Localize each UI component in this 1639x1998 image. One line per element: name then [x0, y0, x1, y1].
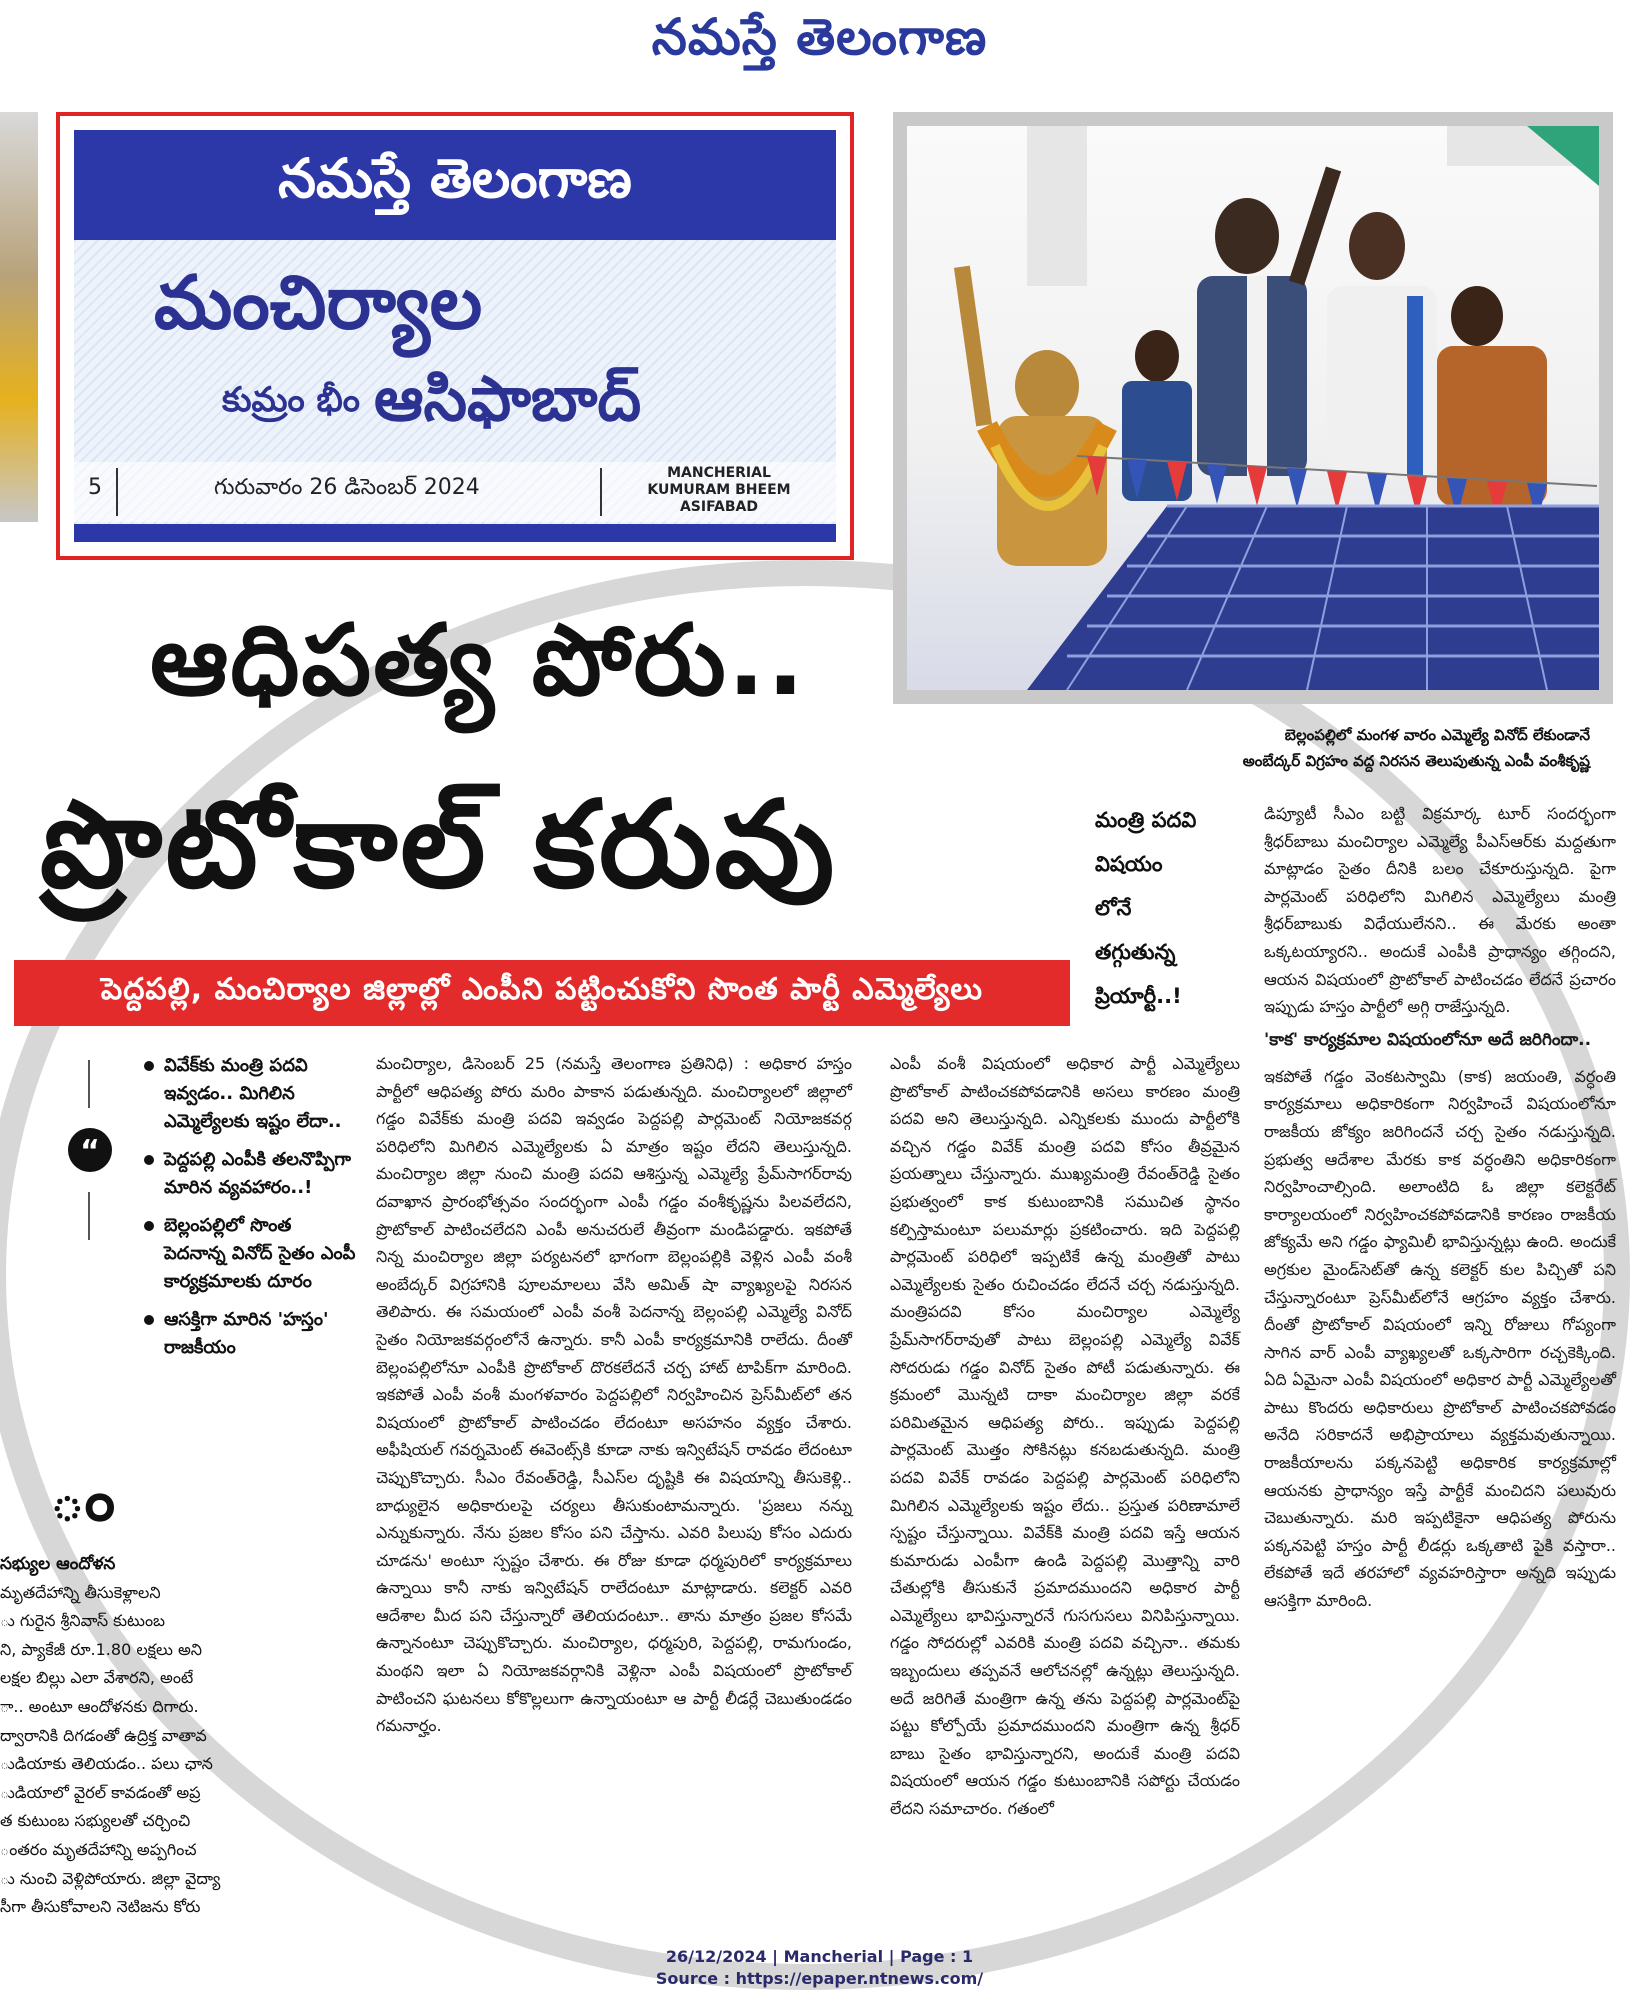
divider: [600, 468, 602, 516]
edition-bottom-bar: [74, 524, 836, 542]
edition-place-line: MANCHERIAL: [667, 465, 771, 481]
photo-caption-line: బెల్లంపల్లిలో మంగళ వారం ఎమ్మెల్యే వినోద్ లేకుండానే: [1284, 726, 1590, 744]
article-subhead: 'కాక' కార్యక్రమాల విషయంలోనూ అదే జరిగిందా..: [1264, 1029, 1592, 1050]
edition-places: [614, 465, 824, 516]
page-number: 5: [88, 475, 102, 500]
photo-caption: [1100, 722, 1590, 774]
left-article-fragment: [0, 1465, 232, 1922]
left-fragment-line: మృతదేహాన్ని తీసుకెళ్లాలని: [0, 1582, 161, 1602]
left-fragment-line: ు గురైన శ్రీనివాస్ కుటుంబ: [0, 1611, 166, 1631]
photo-caption-line: అంబేద్కర్ విగ్రహం వద్ద నిరసన తెలుపుతున్న ఎంపీ వంశీకృష్ణ: [1242, 752, 1590, 770]
edition-brand: నమస్తే తెలంగాణ: [74, 130, 836, 240]
article-paragraph: ఇకపోతే గడ్డం వెంకటస్వామి (కాక) జయంతి, వర్ధంతి కార్యక్రమాలు అధికారికంగా నిర్వహించే విషయంలోనూ రాజకీయ జోక్యం జరిగిందనే చర్చ సైతం నడుస్తున్నది. ప్రభుత్వ ఆదేశాల మేరకు కాక వర్ధంతిని అధికారికంగా నిర్వహించాల్సింది. అలాంటిది ఓ జిల్లా కలెక్టరేట్ కార్యాలయంలో నిర్వహించకపోవడానికి కారణం రాజకీయ జోక్యమే అని గడ్డం ఫ్యామిలీ భావిస్తున్నట్లు ఉంది. అందుకే అగ్రకుల మైండ్‌సెట్‌తో ఉన్న కలెక్టర్ కుల పిచ్చితో పని చేస్తున్నారంటూ ప్రెస్‌మీట్‌లోనే ఆగ్రహం వ్యక్తం చేశారు. దీంతో ప్రొటోకాల్ విషయంలో ఇన్ని రోజులు గోప్యంగా సాగిన వార్ ఎంపీ వ్యాఖ్యలతో ఒక్కసారిగా రచ్చకెక్కింది. ఏది ఏమైనా ఎంపీ విషయంలో అధికార పార్టీ ఎమ్మెల్యేలతో పాటు కొందరు అధికారులు ప్రొటోకాల్ పాటించకపోవడం అనేది సరికాదనే అభిప్రాయాలు వ్యక్తమవుతున్నాయి. రాజకీయాలను పక్కనపెట్టి అధికారిక కార్యక్రమాల్లో ఆయనకు ప్రాధాన్యం ఇస్తే పార్టీకే మంచిదని పలువురు చెబుతున్నారు. మరి ఇప్పటికైనా ఆధిపత్య పోరును పక్కనపెట్టి హస్తం పార్టీ లీడర్లు ఒక్కతాటి పైకి వస్తారా.. లేకపోతే ఇదే తరహాలో వ్యవహరిస్తారా అన్నది ఇప్పుడు ఆసక్తిగా మారింది.: [1264, 1066, 1616, 1611]
side-quote-line: మంత్రి పదవి: [1095, 808, 1197, 832]
headline-primary: ఆధిపత్య పోరు..: [150, 604, 807, 718]
divider: [88, 1060, 90, 1108]
article-paragraph: డిప్యూటీ సీఎం బట్టి విక్రమార్క టూర్ సందర్భంగా శ్రీధర్‌బాబు మంచిర్యాల ఎమ్మెల్యే పీఎస్‌ఆర్‌కు మద్దతుగా మాట్లాడం సైతం దీనికి బలం చేకూరుస్తున్నది. పైగా పార్లమెంట్ పరిధిలోని మిగిలిన ఎమ్మెల్యేలు మంత్రి శ్రీధర్‌బాబుకు విధేయులేనని.. ఈ మేరకు అంతా ఒక్కటయ్యారని.. అందుకే ఎంపీకి ప్రాధాన్యం తగ్గిందని, ఆయన విషయంలో ప్రొటోకాల్ పాటించడం లేదనే ప్రచారం ఇప్పుడు హస్తం పార్టీలో అగ్గి రాజేస్తున్నది.: [1264, 804, 1616, 1017]
left-fragment-line: ంతరం మృతదేహాన్ని అప్పగించ: [0, 1839, 197, 1859]
edition-subtitle-big: ఆసిఫాబాద్: [374, 362, 642, 435]
left-fragment-headline: ం: [50, 1465, 116, 1535]
side-quote: [1095, 798, 1215, 1018]
article-column-2: [890, 1050, 1240, 1823]
edition-header-box: [56, 112, 854, 560]
bullet-item: ఆసక్తిగా మారిన 'హస్తం' రాజకీయం: [138, 1306, 358, 1362]
bullet-list: [138, 1052, 358, 1372]
bullet-item: వివేక్‌కు మంత్రి పదవి ఇవ్వడం.. మిగిలిన ఎమ్మెల్యేలకు ఇష్టం లేదా..: [138, 1052, 358, 1136]
headline-secondary: ప్రొటోకాల్ కరువు: [40, 776, 838, 915]
footer-source-link[interactable]: Source : https://epaper.ntnews.com/: [655, 1969, 984, 1988]
article-column-3: [1264, 800, 1616, 1615]
bullet-item: బెల్లంపల్లిలో సొంత పెదనాన్న వినోద్ సైతం ఎంపీ కార్యక్రమాలకు దూరం: [138, 1212, 358, 1296]
article-column-1: [376, 1050, 852, 1740]
left-fragment-line: ుడియాలో వైరల్ కావడంతో అప్ర: [0, 1782, 201, 1802]
side-quote-line: లోనే: [1095, 896, 1132, 920]
edition-place-line: ASIFABAD: [679, 499, 759, 515]
left-fragment-line: సీగా తీసుకోవాలని నెటిజను కోరు: [0, 1897, 201, 1917]
protest-photo-illustration: [907, 126, 1599, 690]
page-footer: [0, 1946, 1639, 1990]
side-quote-line: విషయం: [1095, 852, 1163, 876]
left-photo-fragment: [0, 112, 38, 522]
divider: [116, 468, 118, 516]
left-fragment-line: ు నుంచి వెళ్లిపోయారు. జిల్లా వైద్యా: [0, 1868, 221, 1888]
left-fragment-line: ా.. అంటూ ఆందోళనకు దిగారు.: [0, 1696, 199, 1716]
masthead: నమస్తే తెలంగాణ: [651, 8, 988, 66]
edition-subtitle-small: కుమ్రం భీం: [222, 380, 361, 420]
edition-city: మంచిర్యాల: [154, 260, 483, 346]
footer-edition-info: 26/12/2024 | Mancherial | Page : 1: [665, 1947, 974, 1966]
left-fragment-line: లక్షల బిల్లు ఎలా వేశారని, అంటే: [0, 1668, 194, 1688]
bullet-item: పెద్దపల్లి ఎంపీకి తలనొప్పిగా మారిన వ్యవహారం..!: [138, 1146, 358, 1202]
side-quote-line: ప్రియార్టీ..!: [1095, 984, 1182, 1008]
side-quote-line: తగ్గుతున్న: [1095, 940, 1176, 964]
left-fragment-line: ుడియాకు తెలియడం.. పలు ఛాన: [0, 1754, 213, 1774]
article-paragraph: మంచిర్యాల, డిసెంబర్ 25 (నమస్తే తెలంగాణ ప్రతినిధి) : అధికార హస్తం పార్టీలో ఆధిపత్య పోరు మరిం పాకాన పడుతున్నది. మంచిర్యాలలో జిల్లాలో గడ్డం వివేక్‌కు మంత్రి పదవి ఇవ్వడం పెద్దపల్లి పార్లమెంట్ నియోజకవర్గ పరిధిలోని మిగిలిన ఎమ్మెల్యేలకు ఏ మాత్రం ఇష్టం లేదని తెలుస్తున్నది. మంచిర్యాల జిల్లా నుంచి మంత్రి పదవి ఆశిస్తున్న ఎమ్మెల్యే ప్రేమ్‌సాగర్‌రావు దవాఖాన ప్రారంభోత్సవం సందర్భంగా ఎంపీ గడ్డం వంశీకృష్ణను పిలవలేదని, ప్రొటోకాల్ పాటించలేదని ఎంపీ అనుచరులే తీవ్రంగా మండిపడ్డారు. ఇకపోతే నిన్న మంచిర్యాల జిల్లా పర్యటనలో భాగంగా బెల్లంపల్లికి వెళ్లిన ఎంపీ వంశీ అంబేద్కర్ విగ్రహానికి పూలమాలలు వేసి అమిత్ షా వ్యాఖ్యలపై నిరసన తెలిపారు. ఈ సమయంలో ఎంపీ వంశీ పెదనాన్న బెల్లంపల్లి ఎమ్మెల్యే వినోద్ సైతం నియోజకవర్గంలోనే ఉన్నారు. కానీ ఎంపీ కార్యక్రమానికి రాలేదు. దీంతో బెల్లంపల్లిలోనూ ఎంపీకి ప్రొటోకాల్ దొరకలేదనే చర్చ హాట్ టాపిక్‌గా మారింది. ఇకపోతే ఎంపీ వంశీ మంగళవారం పెద్దపల్లిలో నిర్వహించిన ప్రెస్‌మీట్‌లో తన విషయంలో ప్రొటోకాల్ పాటించడం లేదంటూ అసహనం వ్యక్తం చేశారు. అఫీషియల్ గవర్నమెంట్ ఈవెంట్స్‌కి కూడా నాకు ఇన్విటేషన్ రావడం లేదంటూ చెప్పుకొచ్చారు. సీఎం రేవంత్‌రెడ్డి, సీఎస్‌ల దృష్టికి ఈ విషయాన్ని తీసుకెళ్లి.. బాధ్యులైన అధికారులపై చర్యలు తీసుకుంటామన్నారు. 'ప్రజలు నన్ను ఎన్నుకున్నారు. నేను ప్రజల కోసం పని చేస్తాను. ఎవరి పిలుపు కోసం ఎదురు చూడను' అంటూ స్పష్టం చేశారు. ఈ రోజు కూడా ధర్మపురిలో కార్యక్రమాలు ఉన్నాయి కానీ నాకు ఇన్విటేషన్ రాలేదంటూ మాట్లాడారు. కలెక్టర్ ఎవరి ఆదేశాల మీద పని చేస్తున్నారో తెలియదంటూ.. తాను మాత్రం ప్రజల కోసమే ఉన్నానంటూ చెప్పుకొచ్చారు. మంచిర్యాల, ధర్మపురి, పెద్దపల్లి, రామగుండం, మంథని ఇలా ఏ నియోజకవర్గానికి వెళ్లినా ఎంపీ విషయంలో ప్రొటోకాల్ పాటించని ఘటనలు కోకొల్లలుగా ఉన్నాయంటూ ఆ పార్టీ లీడర్లే చెబుతుండడం గమనార్హం.: [376, 1054, 852, 1736]
left-fragment-line: ద్వారానికి దిగడంతో ఉద్రిక్త వాతావ: [0, 1725, 207, 1745]
left-fragment-line: ని, ప్యాకేజీ రూ.1.80 లక్షలు అని: [0, 1639, 203, 1659]
news-photo: [893, 112, 1613, 704]
left-fragment-subhead: సభ్యుల ఆందోళన: [0, 1554, 116, 1574]
quote-icon: “: [68, 1128, 112, 1172]
edition-date: గురువారం 26 డిసెంబర్ 2024: [214, 475, 480, 500]
subheadline-banner: పెద్దపల్లి, మంచిర్యాల జిల్లాల్లో ఎంపీని పట్టించుకోని సొంత పార్టీ ఎమ్మెల్యేలు: [14, 960, 1070, 1026]
edition-place-line: KUMURAM BHEEM: [647, 482, 791, 498]
divider: [88, 1192, 90, 1240]
article-paragraph: ఎంపీ వంశీ విషయంలో అధికార పార్టీ ఎమ్మెల్యేలు ప్రొటోకాల్ పాటించకపోవడానికి అసలు కారణం మంత్రి పదవి అని తెలుస్తున్నది. ఎన్నికలకు ముందు పార్టీలోకి వచ్చిన గడ్డం వివేక్ మంత్రి పదవి కోసం తీవ్రమైన ప్రయత్నాలు చేస్తున్నారు. ముఖ్యమంత్రి రేవంత్‌రెడ్డి సైతం ప్రభుత్వంలో కాక కుటుంబానికి సముచిత స్థానం కల్పిస్తామంటూ పలుమార్లు ప్రకటించారు. ఇది పెద్దపల్లి పార్లమెంట్ పరిధిలో ఇప్పటికే ఉన్న మంత్రితో పాటు ఎమ్మెల్యేలకు సైతం రుచించడం లేదనే చర్చ నడుస్తున్నది. మంత్రిపదవి కోసం మంచిర్యాల ఎమ్మెల్యే ప్రేమ్‌సాగర్‌రావుతో పాటు బెల్లంపల్లి ఎమ్మెల్యే వివేక్ సోదరుడు గడ్డం వినోద్ సైతం పోటీ పడుతున్నారు. ఈ క్రమంలో మొన్నటి దాకా మంచిర్యాల జిల్లా వరకే పరిమితమైన ఆధిపత్య పోరు.. ఇప్పుడు పెద్దపల్లి పార్లమెంట్ మొత్తం సోకినట్లు కనబడుతున్నది. మంత్రి పదవి వివేక్ రావడం పెద్దపల్లి పార్లమెంట్ పరిధిలోని మిగిలిన ఎమ్మెల్యేలకు ఇష్టం లేదు.. ప్రస్తుత పరిణామాలే స్పష్టం చేస్తున్నాయి. వివేక్‌కి మంత్రి పదవి ఇస్తే ఆయన కుమారుడు ఎంపీగా ఉండి పెద్దపల్లి మొత్తాన్ని వారి చేతుల్లోకి తీసుకునే ప్రమాదముందని అధికార పార్టీ ఎమ్మెల్యేలు భావిస్తున్నారనే గుసగుసలు వినిపిస్తున్నాయి. గడ్డం సోదరుల్లో ఎవరికి మంత్రి పదవి వచ్చినా.. తమకు ఇబ్బందులు తప్పవనే ఆలోచనల్లో ఉన్నట్లు తెలుస్తున్నది. అదే జరిగితే మంత్రిగా ఉన్న తను పెద్దపల్లి పార్లమెంట్‌పై పట్టు కోల్పోయే ప్రమాదముందని మంత్రిగా ఉన్న శ్రీధర్ బాబు సైతం భావిస్తున్నారని, అందుకే మంత్రి పదవి విషయంలో ఆయన గడ్డం కుటుంబానికి సపోర్టు చేయడం లేదని సమాచారం. గతంలో: [890, 1054, 1240, 1819]
left-fragment-line: త కుటుంబ సభ్యులతో చర్చించి: [0, 1811, 191, 1831]
